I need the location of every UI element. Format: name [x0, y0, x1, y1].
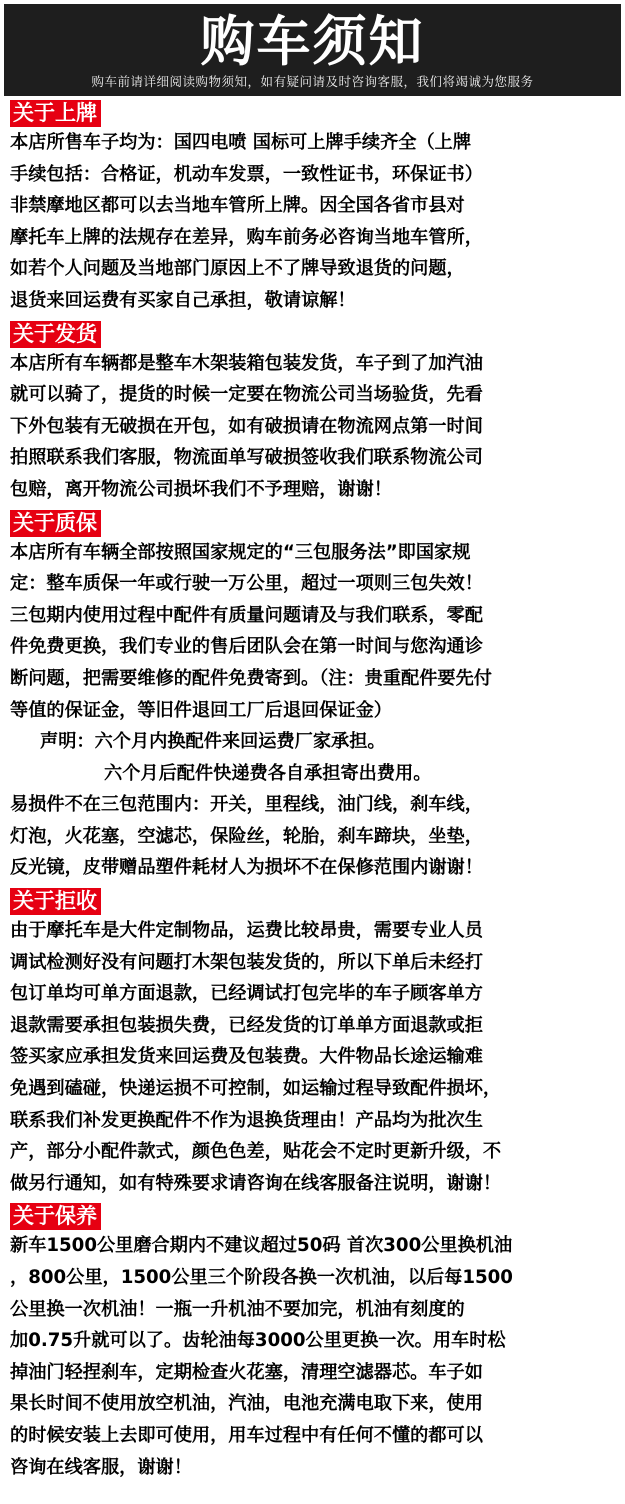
- text-line: 联系我们补发更换配件不作为退换货理由！产品均为批次生: [10, 1109, 483, 1131]
- text-line: 定：整车质保一年或行驶一万公里，超过一项则三包失效！: [10, 573, 483, 595]
- text-line: 件免费更换，我们专业的售后团队会在第一时间与您沟通诊: [10, 636, 483, 658]
- text-line: 手续包括：合格证，机动车发票，一致性证书，环保证书）: [10, 163, 483, 185]
- text-line: 灯泡，火花塞，空滤芯，保险丝，轮胎，刹车蹄块，坐垫，: [10, 825, 483, 847]
- section-tag: 关于保养: [10, 1203, 101, 1230]
- text-line: 如若个人问题及当地部门原因上不了牌导致退货的问题，: [10, 258, 465, 280]
- text-line: 包订单均可单方面退款，已经调试打包完毕的车子顾客单方: [10, 983, 483, 1005]
- text-line: 公里换一次机油！一瓶一升机油不要加完，机油有刻度的: [10, 1298, 465, 1320]
- page-header: [4, 4, 621, 96]
- section-shipping: [0, 317, 625, 506]
- text-line: 签买家应承担发货来回运费及包装费。大件物品长途运输难: [10, 1046, 483, 1068]
- page-title: 购车须知: [200, 10, 425, 73]
- text-line: 免遇到磕碰，快递运损不可控制，如运输过程导致配件损坏，: [10, 1078, 502, 1100]
- text-line: 调试检测好没有问题打木架包装发货的，所以下单后未经打: [10, 951, 483, 973]
- text-line: 由于摩托车是大件定制物品，运费比较昂贵，需要专业人员: [10, 920, 483, 942]
- text-line: 反光镜，皮带赠品塑件耗材人为损坏不在保修范围内谢谢！: [10, 857, 483, 879]
- text-line: 做另行通知，如有特殊要求请咨询在线客服备注说明，谢谢！: [10, 1172, 502, 1194]
- text-line: 下外包装有无破损在开包，如有破损请在物流网点第一时间: [10, 415, 483, 437]
- statement-line: 六个月后配件快递费各自承担寄出费用。: [104, 762, 432, 784]
- text-line: 掉油门轻捏刹车，定期检查火花塞，清理空滤器芯。车子如: [10, 1361, 483, 1383]
- statement-line: 声明：六个月内换配件来回运费厂家承担。: [40, 731, 386, 753]
- text-line: 拍照联系我们客服，物流面单写破损签收我们联系物流公司: [10, 447, 483, 469]
- section-rejection: [0, 884, 625, 1199]
- text-line: 退货来回运费有买家自己承担，敬请谅解！: [10, 289, 356, 311]
- section-plate: [0, 96, 625, 317]
- section-warranty: [0, 506, 625, 885]
- text-line: 本店所有车辆全部按照国家规定的“三包服务法”即国家规: [10, 541, 471, 563]
- text-line: 咨询在线客服，谢谢！: [10, 1456, 192, 1478]
- text-line: 退款需要承担包装损失费，已经发货的订单单方面退款或拒: [10, 1014, 483, 1036]
- text-line: 果长时间不使用放空机油，汽油，电池充满电取下来，使用: [10, 1393, 483, 1415]
- text-line: 本店所有车辆都是整车木架装箱包装发货，车子到了加汽油: [10, 352, 483, 374]
- text-line: 断问题，把需要维修的配件免费寄到。（注：贵重配件要先付: [10, 667, 492, 689]
- text-line: 三包期内使用过程中配件有质量问题请及与我们联系，零配: [10, 604, 483, 626]
- text-line: 的时候安装上去即可使用，用车过程中有任何不懂的都可以: [10, 1424, 483, 1446]
- text-line: ，800公里，1500公里三个阶段各换一次机油，以后每1500: [10, 1267, 513, 1288]
- text-line: 非禁摩地区都可以去当地车管所上牌。因全国各省市县对: [10, 195, 465, 217]
- text-line: 包赔，离开物流公司损坏我们不予理赔，谢谢！: [10, 478, 392, 500]
- text-line: 就可以骑了，提货的时候一定要在物流公司当场验货，先看: [10, 384, 483, 406]
- text-line: 产，部分小配件款式，颜色色差，贴花会不定时更新升级，不: [10, 1141, 502, 1163]
- section-tag: 关于质保: [10, 510, 101, 537]
- text-line: 本店所售车子均为：国四电喷 国标可上牌手续齐全（上牌: [10, 132, 472, 153]
- section-maintenance: [0, 1199, 625, 1483]
- text-line: 加0.75升就可以了。齿轮油每3000公里更换一次。用车时松: [10, 1330, 506, 1352]
- section-tag: 关于发货: [10, 321, 101, 348]
- section-tag: 关于拒收: [10, 888, 101, 915]
- text-line: 易损件不在三包范围内：开关，里程线，油门线，刹车线，: [10, 794, 483, 816]
- text-line: 等值的保证金，等旧件退回工厂后退回保证金）: [10, 699, 392, 721]
- section-tag: 关于上牌: [10, 100, 101, 127]
- page-subtitle: 购车前请详细阅读购物须知，如有疑问请及时咨询客服，我们将竭诚为您服务: [91, 74, 534, 89]
- text-line: 新车1500公里磨合期内不建议超过50码 首次300公里换机油: [10, 1235, 513, 1257]
- text-line: 摩托车上牌的法规存在差异，购车前务必咨询当地车管所，: [10, 226, 483, 248]
